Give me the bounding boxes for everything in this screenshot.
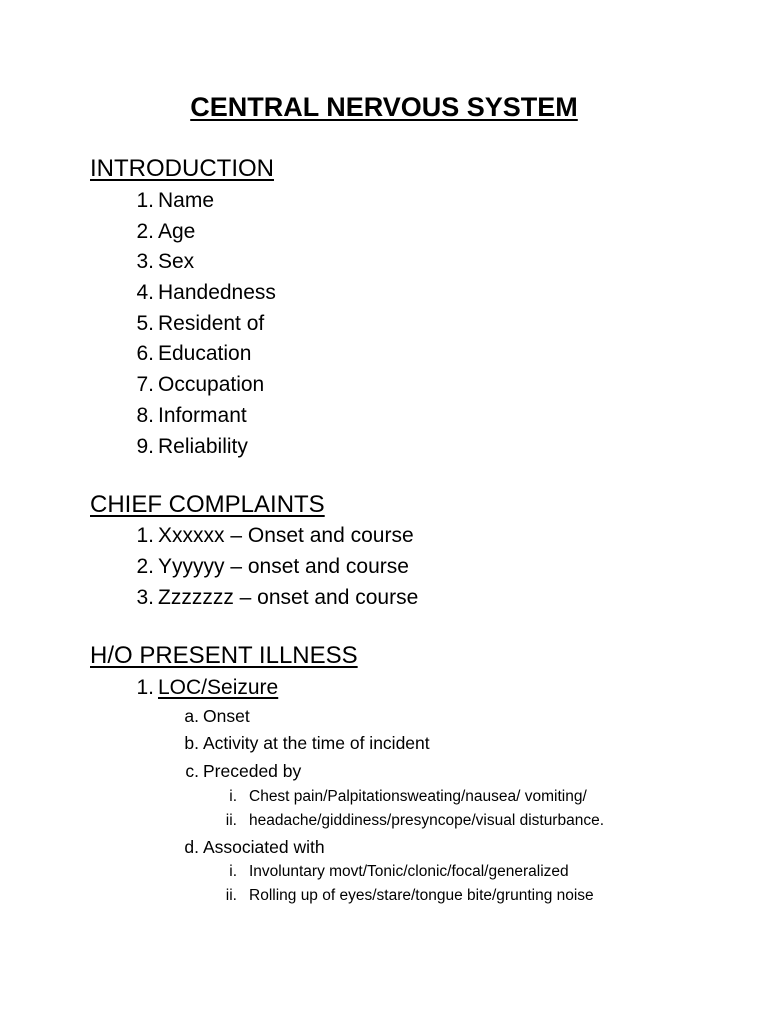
nested-list-text: Involuntary movt/Tonic/clonic/focal/generalized bbox=[249, 863, 569, 880]
list-text: Age bbox=[158, 220, 196, 243]
list-item bbox=[136, 524, 414, 548]
list-text: Sex bbox=[158, 250, 195, 273]
list-number: 1. bbox=[136, 676, 154, 699]
sub-list-text: Associated with bbox=[203, 837, 325, 857]
sub-list-letter: d. bbox=[184, 837, 199, 857]
list-text: Occupation bbox=[158, 373, 265, 396]
list-number: 6. bbox=[136, 342, 154, 365]
nested-list-roman: i. bbox=[229, 863, 237, 880]
list-item bbox=[136, 435, 248, 459]
present-illness-heading: H/O PRESENT ILLNESS bbox=[90, 642, 358, 669]
list-number: 1. bbox=[136, 524, 154, 547]
sub-list-text: Preceded by bbox=[203, 761, 302, 781]
list-number: 8. bbox=[136, 404, 154, 427]
sub-list-letter: a. bbox=[184, 706, 199, 726]
list-item bbox=[136, 281, 276, 305]
nested-list-roman: i. bbox=[229, 788, 237, 805]
list-number: 2. bbox=[136, 555, 154, 578]
nested-list-item bbox=[229, 863, 569, 881]
list-text: Zzzzzzz – onset and course bbox=[158, 586, 419, 609]
introduction-heading: INTRODUCTION bbox=[90, 155, 274, 182]
sub-list-letter: b. bbox=[184, 733, 199, 753]
list-item bbox=[136, 555, 409, 579]
document-title: CENTRAL NERVOUS SYSTEM bbox=[190, 92, 578, 122]
list-item bbox=[136, 220, 196, 244]
chief-complaints-heading: CHIEF COMPLAINTS bbox=[90, 491, 325, 518]
sub-list-letter: c. bbox=[185, 761, 199, 781]
sub-list-text: Onset bbox=[203, 706, 250, 726]
sub-list-item bbox=[184, 706, 250, 727]
nested-list-text: headache/giddiness/presyncope/visual disturbance. bbox=[249, 812, 605, 829]
list-text: LOC/Seizure bbox=[158, 676, 279, 699]
sub-list-item bbox=[185, 761, 302, 782]
list-text: Resident of bbox=[158, 312, 265, 335]
nested-list-roman: ii. bbox=[225, 812, 237, 829]
sub-list-item bbox=[184, 837, 325, 858]
list-number: 3. bbox=[136, 250, 154, 273]
list-text: Yyyyyy – onset and course bbox=[158, 555, 409, 578]
nested-list-text: Chest pain/Palpitationsweating/nausea/ vomiting/ bbox=[249, 788, 587, 805]
list-number: 2. bbox=[136, 220, 154, 243]
sub-list-item bbox=[184, 733, 430, 754]
list-item bbox=[136, 342, 252, 366]
list-text: Xxxxxx – Onset and course bbox=[158, 524, 414, 547]
nested-list-item bbox=[229, 788, 587, 806]
list-item bbox=[136, 404, 247, 428]
list-item bbox=[136, 189, 215, 213]
list-text: Education bbox=[158, 342, 252, 365]
nested-list-item bbox=[225, 887, 594, 905]
nested-list-roman: ii. bbox=[225, 887, 237, 904]
list-number: 7. bbox=[136, 373, 154, 396]
list-text: Reliability bbox=[158, 435, 248, 458]
nested-list-item bbox=[225, 812, 605, 830]
list-text: Name bbox=[158, 189, 215, 212]
list-item bbox=[136, 250, 195, 274]
list-item bbox=[136, 586, 419, 610]
sub-list-text: Activity at the time of incident bbox=[203, 733, 430, 753]
nested-list-text: Rolling up of eyes/stare/tongue bite/grunting noise bbox=[249, 887, 594, 904]
list-number: 5. bbox=[136, 312, 154, 335]
list-item bbox=[136, 312, 265, 336]
list-number: 3. bbox=[136, 586, 154, 609]
list-item bbox=[136, 373, 265, 397]
list-text: Handedness bbox=[158, 281, 276, 304]
list-number: 9. bbox=[136, 435, 154, 458]
list-number: 4. bbox=[136, 281, 154, 304]
list-number: 1. bbox=[136, 189, 154, 212]
list-item bbox=[136, 676, 279, 700]
list-text: Informant bbox=[158, 404, 247, 427]
